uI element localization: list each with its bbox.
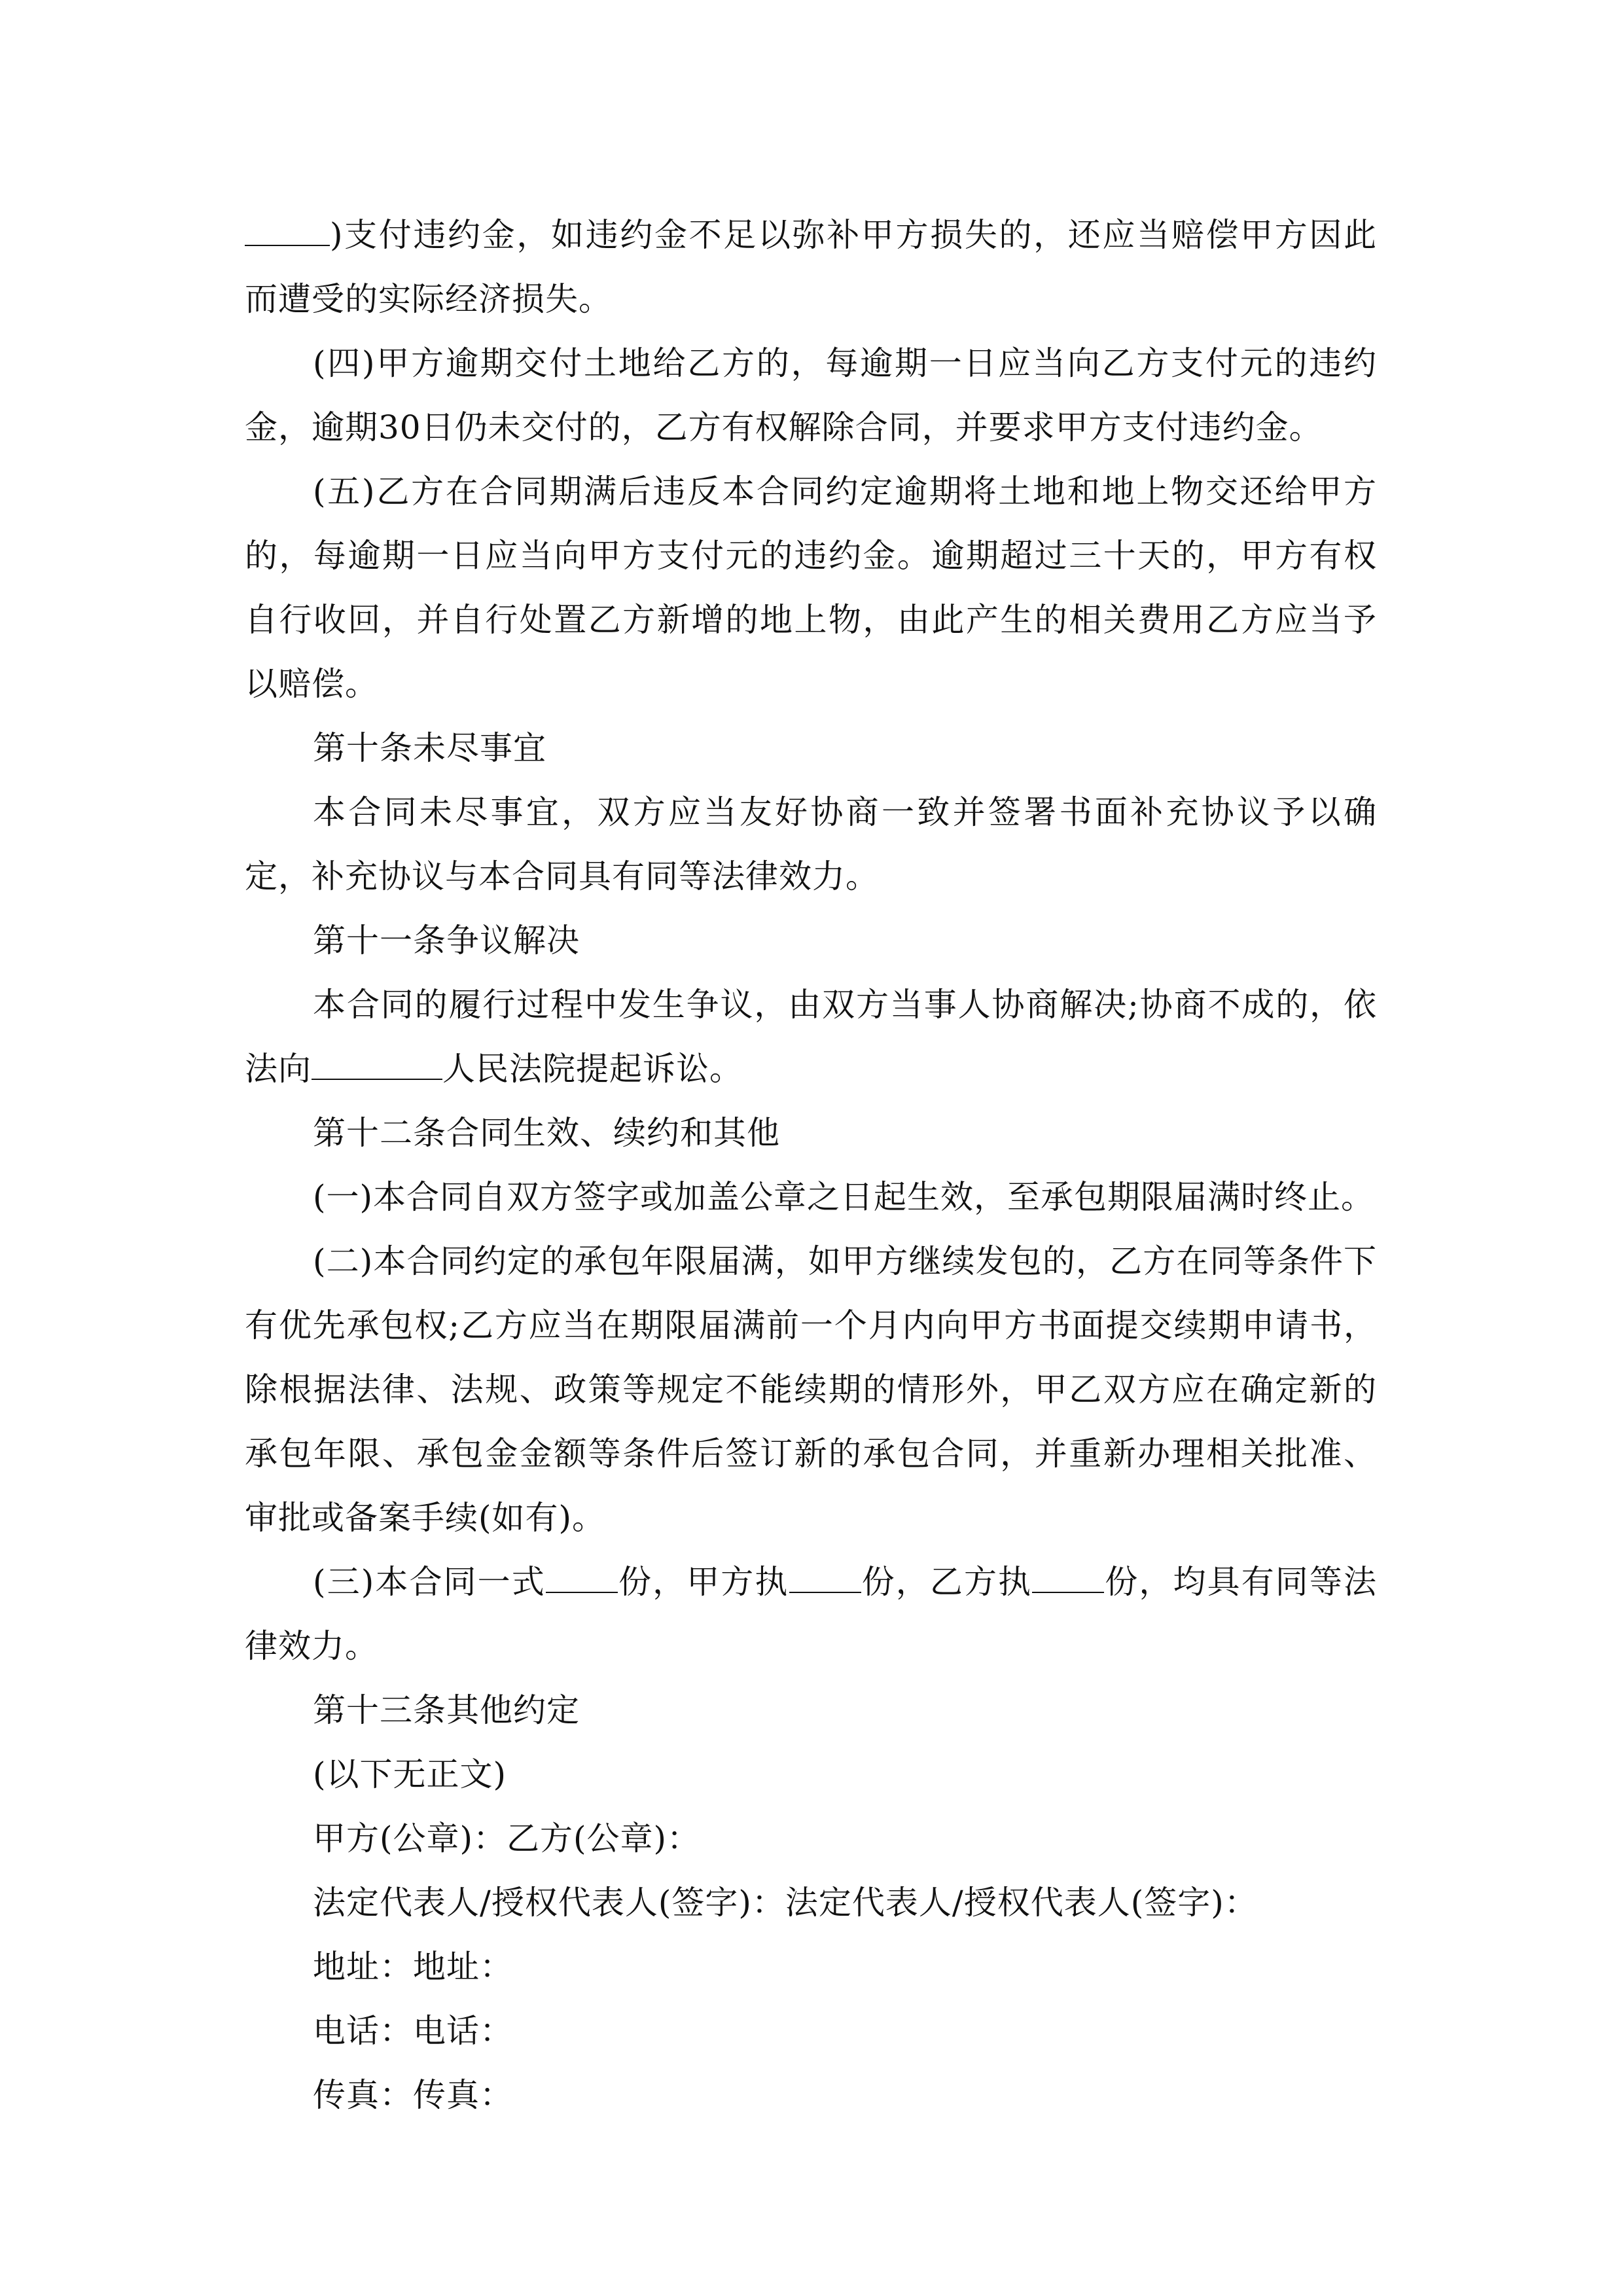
blank-line: [546, 1566, 618, 1593]
paragraph-text: 份，乙方执: [861, 1563, 1033, 1601]
heading-article-13: 第十三条其他约定: [313, 1691, 580, 1729]
paragraph-clause-5: (五)乙方在合同期满后违反本合同约定逾期将土地和地上物交还给甲方的，每逾期一日应当向甲方支付元的违约金。逾期超过三十天的，甲方有权自行收回，并自行处置乙方新增的地上物，由此产生的相关费用乙方应当予以赔偿。: [245, 473, 1377, 703]
paragraph-text: 人民法院提起诉讼。: [442, 1050, 743, 1088]
heading-article-12: 第十二条合同生效、续约和其他: [313, 1114, 780, 1152]
signature-fax-line: 传真：传真：: [313, 2076, 513, 2114]
document-body: [245, 203, 1377, 2127]
paragraph-article-12-item-3: [245, 1550, 1377, 1678]
paragraph-text: )支付违约金，如违约金不足以弥补甲方损失的，还应当赔偿甲方因此而遭受的实际经济损失。: [245, 216, 1377, 318]
paragraph-article-10-body: 本合同未尽事宜，双方应当友好协商一致并签署书面补充协议予以确定，补充协议与本合同具有同等法律效力。: [245, 793, 1377, 895]
signature-phone-line: 电话：电话：: [313, 2012, 513, 2050]
signature-address-line: 地址：地址：: [313, 1948, 513, 1986]
paragraph-article-11-body: [245, 973, 1377, 1101]
heading-article-10: 第十条未尽事宜: [313, 729, 546, 767]
blank-line: [789, 1566, 861, 1593]
paragraph-text: 份，甲方执: [617, 1563, 789, 1601]
paragraph-penalty-continuation: [245, 203, 1377, 331]
paragraph-text: (三)本合同一式: [313, 1563, 546, 1601]
blank-line: [1032, 1566, 1104, 1593]
blank-line: [245, 219, 330, 246]
paragraph-article-12-item-1: (一)本合同自双方签字或加盖公章之日起生效，至承包期限届满时终止。: [313, 1178, 1375, 1216]
signature-seal-line: 甲方(公章)：乙方(公章)：: [313, 1820, 701, 1857]
heading-article-11: 第十一条争议解决: [313, 922, 580, 960]
paragraph-text: 份，均具有同等法律效力。: [245, 1563, 1378, 1665]
blank-line: [312, 1052, 442, 1080]
paragraph-text: 本合同的履行过程中发生争议，由双方当事人协商解决;协商不成的，依法向: [245, 986, 1377, 1088]
paragraph-article-12-item-2: (二)本合同约定的承包年限届满，如甲方继续发包的，乙方在同等条件下有优先承包权;乙方应当在期限届满前一个月内向甲方书面提交续期申请书，除根据法律、法规、政策等规定不能续期的情形外，甲乙双方应在确定新的承包年限、承包金金额等条件后签订新的承包合同，并重新办理相关批准、审批或备案手续(如有)。: [245, 1242, 1377, 1537]
paragraph-clause-4: (四)甲方逾期交付土地给乙方的，每逾期一日应当向乙方支付元的违约金，逾期30日仍未交付的，乙方有权解除合同，并要求甲方支付违约金。: [245, 344, 1377, 446]
signature-representative-line: 法定代表人/授权代表人(签字)：法定代表人/授权代表人(签字)：: [313, 1884, 1258, 1922]
paragraph-no-further-text: (以下无正文): [313, 1755, 507, 1793]
